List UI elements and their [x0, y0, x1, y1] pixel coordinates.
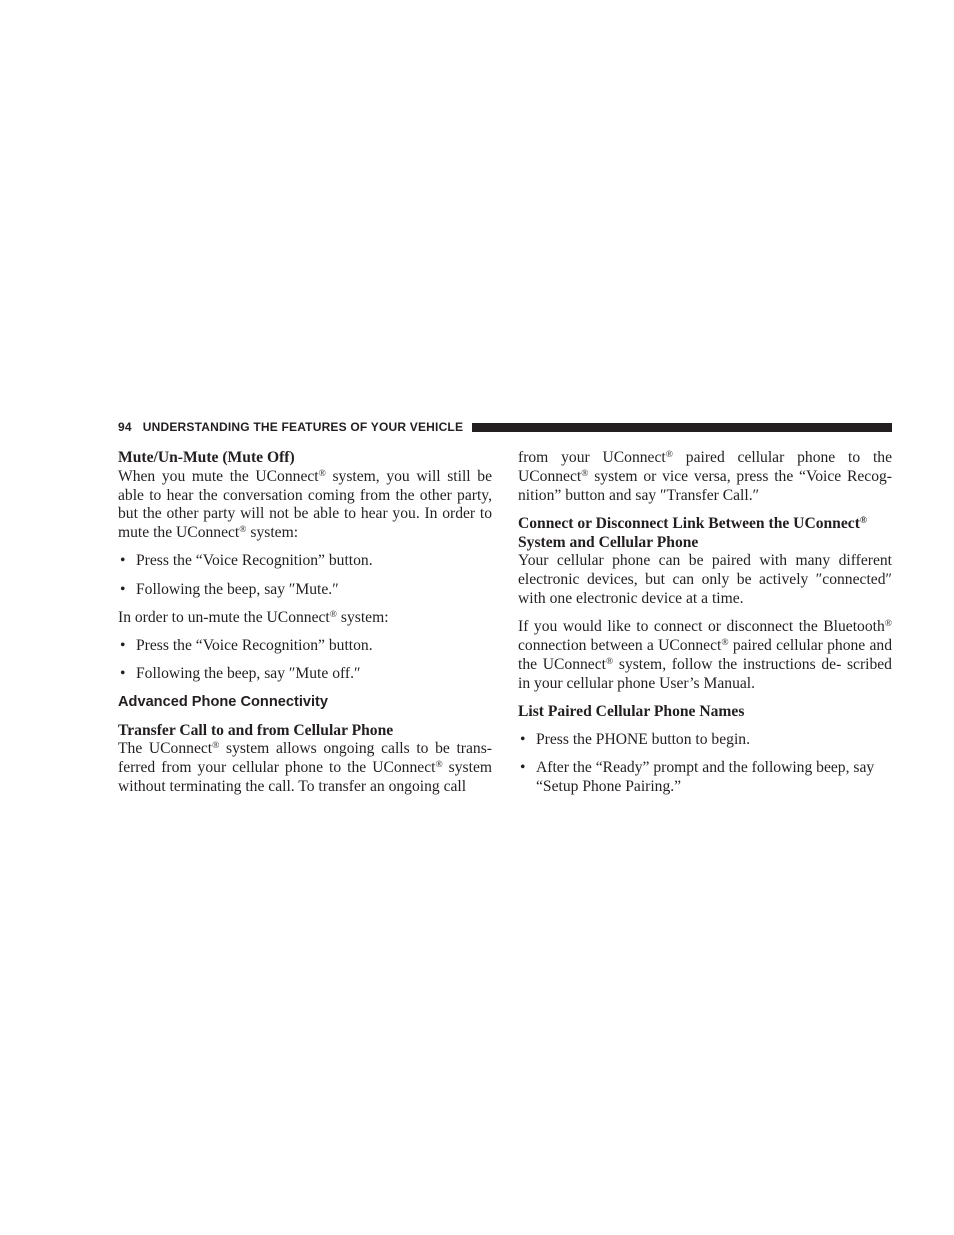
section-heading: Advanced Phone Connectivity	[118, 694, 329, 711]
running-header	[118, 419, 892, 435]
left-column	[118, 449, 492, 797]
connect-heading: Connect or Disconnect Link Between the UConnect® System and Cellular Phone	[518, 514, 867, 551]
bullet-icon: •	[520, 730, 526, 748]
bullet-icon: •	[120, 636, 126, 654]
list-names-heading: List Paired Cellular Phone Names	[518, 702, 745, 720]
right-column	[518, 449, 892, 797]
list-item: • After the “Ready” prompt and the following beep, say “Setup Phone Pairing.”	[520, 759, 875, 795]
transfer-paragraph: The UConnect® system allows ongoing calls to be trans- ferred from your cellular phone to the UConnect® system without terminating the call. To transfer an ongoing call	[118, 740, 492, 795]
list-item: • Press the “Voice Recognition” button.	[120, 636, 373, 654]
bullet-icon: •	[120, 552, 126, 570]
mute-paragraph: When you mute the UConnect® system, you will still be able to hear the conversation coming from the other party, but the other party will not be able to hear you. In order to mute the UConnect® system:	[118, 467, 492, 542]
transfer-paragraph-continued: from your UConnect® paired cellular phone to the UConnect® system or vice versa, press the “Voice Recog- nition” button and say ″Transfer Call.″	[518, 449, 893, 504]
list-names-steps	[518, 731, 892, 797]
header-rule	[472, 423, 892, 432]
list-item: • Press the “Voice Recognition” button.	[120, 552, 373, 570]
unmute-steps-list	[118, 637, 492, 684]
header-title: UNDERSTANDING THE FEATURES OF YOUR VEHICLE	[142, 420, 464, 434]
connect-paragraph-2: If you would like to connect or disconnect the Bluetooth® connection between a UConnect® paired cellular phone and the UConnect® system, follow the instructions de- scribed in your cellular phone User’s Manual.	[518, 618, 892, 692]
mute-steps-list	[118, 552, 492, 599]
transfer-heading: Transfer Call to and from Cellular Phone	[118, 721, 394, 739]
bullet-icon: •	[120, 665, 126, 683]
list-item: • Following the beep, say ″Mute off.″	[120, 665, 361, 683]
bullet-icon: •	[520, 759, 526, 777]
mute-heading: Mute/Un-Mute (Mute Off)	[118, 449, 295, 466]
list-item: • Press the PHONE button to begin.	[520, 730, 750, 748]
bullet-icon: •	[120, 580, 126, 598]
page-number: 94	[118, 420, 132, 434]
list-item: • Following the beep, say ″Mute.″	[120, 580, 339, 598]
connect-paragraph-1: Your cellular phone can be paired with many different electronic devices, but can only be actively ″connected″ with one electronic device at a time.	[518, 552, 892, 607]
unmute-paragraph: In order to un-mute the UConnect® system:	[118, 608, 389, 626]
